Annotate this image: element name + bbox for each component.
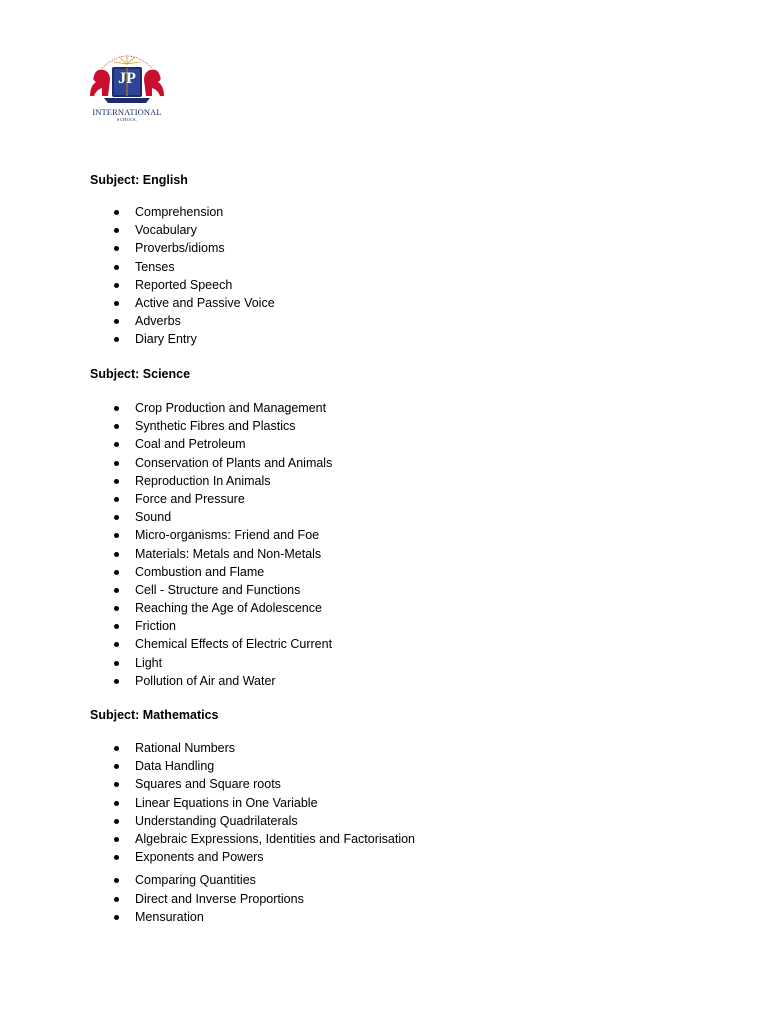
- list-item: Reaching the Age of Adolescence: [90, 599, 332, 617]
- list-item: Materials: Metals and Non-Metals: [90, 545, 332, 563]
- list-item: Combustion and Flame: [90, 563, 332, 581]
- list-item: Rational Numbers: [90, 739, 415, 757]
- list-item: Algebraic Expressions, Identities and Factorisation: [90, 830, 415, 848]
- logo-school-sub: SCHOOL: [116, 117, 138, 122]
- logo-initials: JP: [118, 70, 136, 87]
- list-item: Understanding Quadrilaterals: [90, 812, 415, 830]
- list-item: Sound: [90, 508, 332, 526]
- topic-list: [90, 203, 275, 349]
- list-item: Adverbs: [90, 312, 275, 330]
- topic-list: [90, 739, 415, 926]
- list-item: Micro-organisms: Friend and Foe: [90, 526, 332, 544]
- list-item: Cell - Structure and Functions: [90, 581, 332, 599]
- list-item: Friction: [90, 617, 332, 635]
- list-item: Reported Speech: [90, 276, 275, 294]
- list-item: Proverbs/idioms: [90, 239, 275, 257]
- logo-school-name: INTERNATIONAL: [92, 107, 162, 117]
- list-item: Active and Passive Voice: [90, 294, 275, 312]
- list-item: Mensuration: [90, 908, 415, 926]
- section-mathematics: [90, 706, 416, 924]
- list-item: Direct and Inverse Proportions: [90, 890, 415, 908]
- list-item: Crop Production and Management: [90, 399, 332, 417]
- list-item: Linear Equations in One Variable: [90, 794, 415, 812]
- list-item: Diary Entry: [90, 330, 275, 348]
- list-item: Reproduction In Animals: [90, 472, 332, 490]
- list-item: Exponents and Powers: [90, 848, 415, 866]
- list-item: Squares and Square roots: [90, 775, 415, 793]
- list-item: Data Handling: [90, 757, 415, 775]
- list-item: Comprehension: [90, 203, 275, 221]
- list-item: Tenses: [90, 258, 275, 276]
- section-english: [90, 171, 275, 347]
- list-item: Light: [90, 654, 332, 672]
- section-heading: Subject: Mathematics: [90, 708, 219, 722]
- list-item: Force and Pressure: [90, 490, 332, 508]
- section-heading: Subject: English: [90, 173, 188, 187]
- section-heading: Subject: Science: [90, 367, 191, 381]
- list-item: Vocabulary: [90, 221, 275, 239]
- school-logo: [88, 46, 166, 126]
- list-item: Chemical Effects of Electric Current: [90, 635, 332, 653]
- list-item: Comparing Quantities: [90, 871, 415, 889]
- list-item: Synthetic Fibres and Plastics: [90, 417, 332, 435]
- list-item: Pollution of Air and Water: [90, 672, 332, 690]
- list-item: Coal and Petroleum: [90, 435, 332, 453]
- section-science: [90, 365, 333, 688]
- list-item: Conservation of Plants and Animals: [90, 454, 332, 472]
- topic-list: [90, 399, 332, 690]
